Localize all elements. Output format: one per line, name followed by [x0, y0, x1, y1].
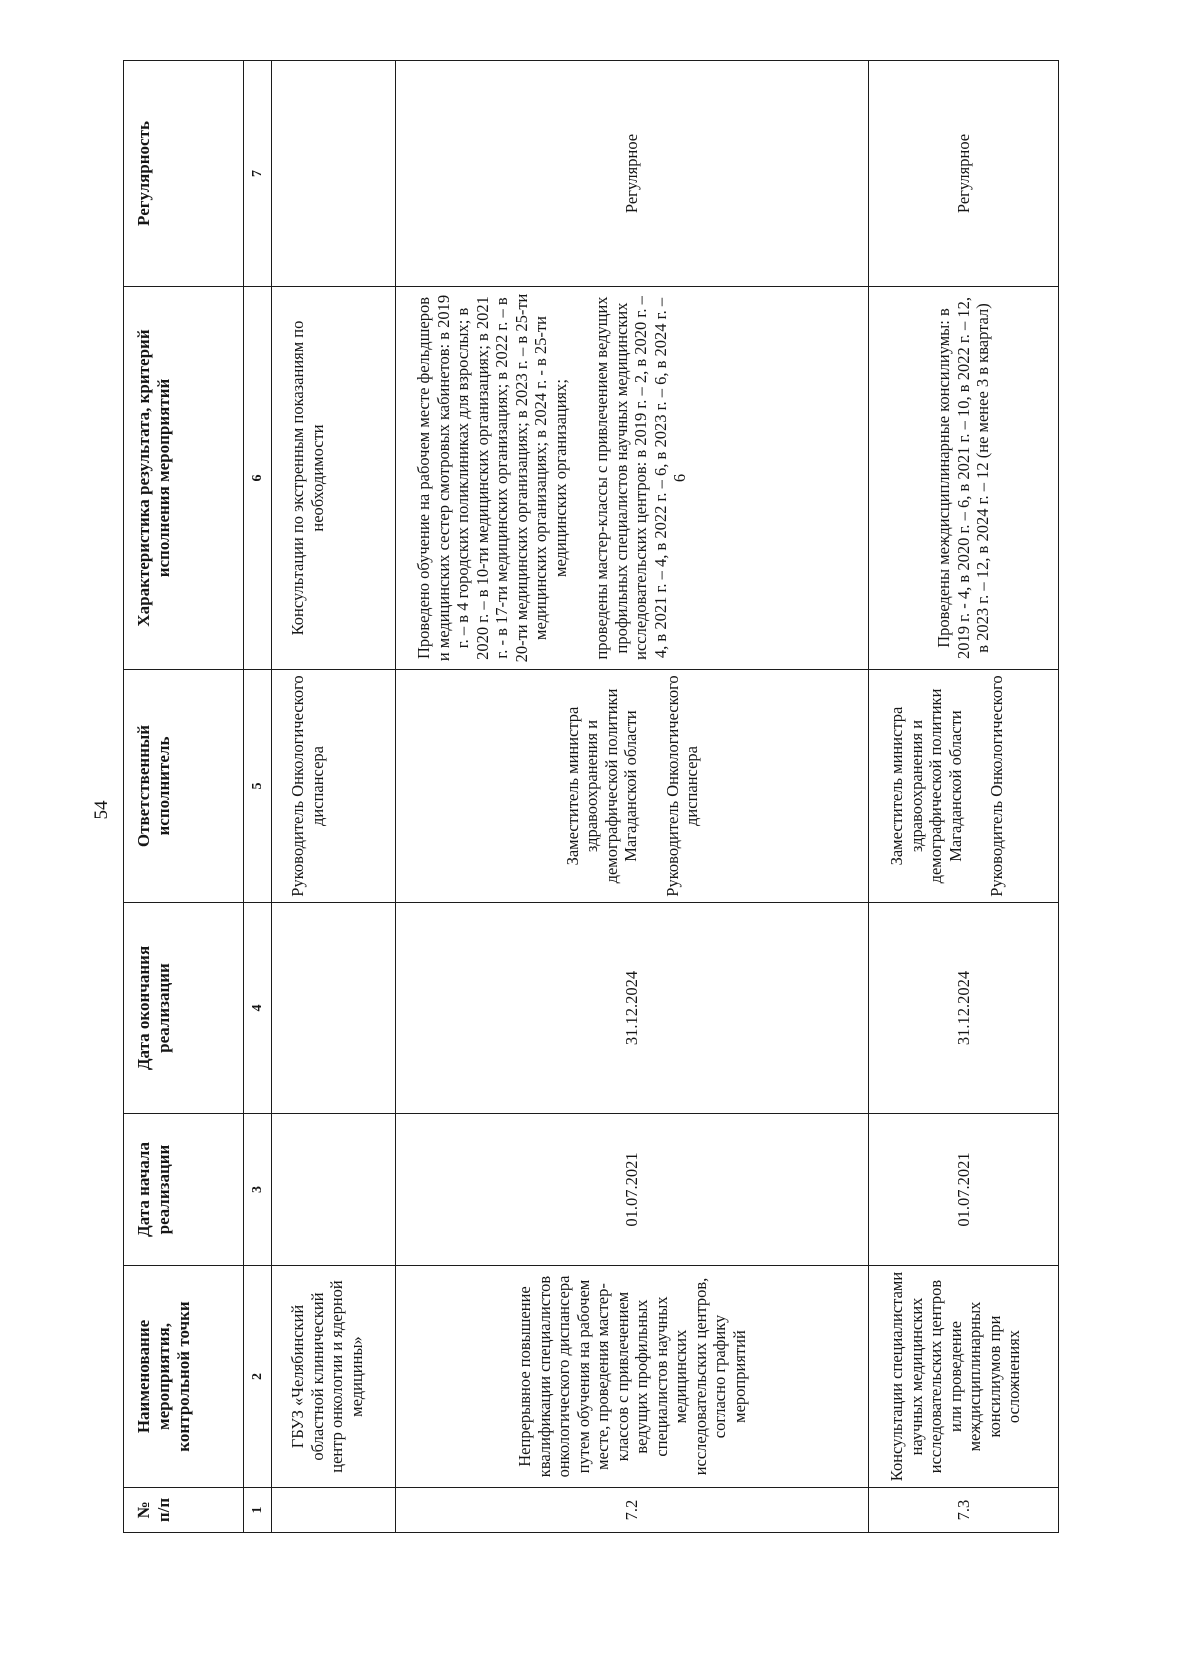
column-number: 5	[244, 670, 272, 903]
row-end	[272, 903, 396, 1114]
column-number: 4	[244, 903, 272, 1114]
measures-table	[123, 60, 1059, 1533]
row-name: Консультации специалистами научных медицинских исследовательских центров или проведение междисциплинарных консилиумов при осложнениях	[869, 1266, 1059, 1488]
row-name: Непрерывное повышение квалификации специалистов онкологического диспансера путем обучения на рабочем месте, проведения мастер-классов с привлечением ведущих профильных специалистов научных медицинских исследовательских центров, согласно графику мероприятий	[396, 1266, 869, 1488]
row-responsible	[869, 670, 1059, 903]
header-row	[124, 61, 244, 1533]
row-end: 31.12.2024	[396, 903, 869, 1114]
column-number: 6	[244, 287, 272, 670]
table-row	[272, 61, 396, 1533]
header-name: Наименование мероприятия, контрольной точки	[124, 1266, 244, 1488]
header-result: Характеристика результата, критерий исполнения мероприятий	[124, 287, 244, 670]
header-start: Дата начала реализации	[124, 1114, 244, 1266]
responsible-line: Руководитель Онкологического	[987, 675, 1006, 897]
row-result	[869, 287, 1059, 670]
result-paragraph: Проведены междисциплинарные консилиумы: в 2019 г. - 4, в 2020 г. – 6, в 2021 г. – 10, в 2022 г. – 12, в 2023 г. – 12, в 2024 г. – 12 (не менее 3 в квартал)	[934, 297, 993, 659]
column-number: 2	[244, 1266, 272, 1488]
responsible-line: Руководитель Онкологического диспансера	[288, 675, 327, 897]
column-number: 1	[244, 1488, 272, 1533]
column-number-row	[244, 61, 272, 1533]
row-name: ГБУЗ «Челябинский областной клинический центр онкологии и ядерной медицины»	[272, 1266, 396, 1488]
header-responsible: Ответственный исполнитель	[124, 670, 244, 903]
header-num: № п/п	[124, 1488, 244, 1533]
row-regularity	[272, 61, 396, 287]
rotated-table-wrapper	[123, 61, 1058, 1533]
responsible-line: Руководитель Онкологического диспансера	[662, 675, 701, 897]
row-num: 7.2	[396, 1488, 869, 1533]
row-start	[272, 1114, 396, 1266]
row-end: 31.12.2024	[869, 903, 1059, 1114]
responsible-line: Заместитель министра здравоохранения и демографической политики Магаданской области	[887, 688, 965, 884]
row-start: 01.07.2021	[869, 1114, 1059, 1266]
column-number: 3	[244, 1114, 272, 1266]
header-end: Дата окончания реализации	[124, 903, 244, 1114]
row-regularity: Регулярное	[869, 61, 1059, 287]
table-row	[396, 61, 869, 1533]
header-regularity: Регулярность	[124, 61, 244, 287]
row-start: 01.07.2021	[396, 1114, 869, 1266]
row-result	[396, 287, 869, 670]
row-num	[272, 1488, 396, 1533]
row-responsible	[272, 670, 396, 903]
row-result	[272, 287, 396, 670]
result-paragraph: Проведено обучение на рабочем месте фельдшеров и медицинских сестер смотровых кабинетов: в 2019 г. – в 4 городских поликлиниках для взрослых; в 2020 г. – в 10-ти медицинских организациях; в 2021 г. - в 17-ти медицинских организациях; в 2022 г. – в 20-ти медицинских организациях; в 2023 г. – в 25-ти медицинских организациях; в 2024 г. - в 25-ти медицинских организациях;	[414, 293, 570, 663]
table-row	[869, 61, 1059, 1533]
result-paragraph: Консультации по экстренным показаниям по необходимости	[288, 320, 327, 636]
row-regularity: Регулярное	[396, 61, 869, 287]
page-number: 54	[91, 800, 112, 820]
row-responsible	[396, 670, 869, 903]
column-number: 7	[244, 61, 272, 287]
row-num: 7.3	[869, 1488, 1059, 1533]
responsible-line: Заместитель министра здравоохранения и демографической политики Магаданской области	[562, 688, 640, 884]
result-paragraph: проведены мастер-классы с привлечением ведущих профильных специалистов научных медицинских исследовательских центров: в 2019 г. – 2, в 2020 г. – 4, в 2021 г. – 4, в 2022 г. – 6, в 2023 г. – 6, в 2024 г. – 6	[592, 296, 689, 660]
